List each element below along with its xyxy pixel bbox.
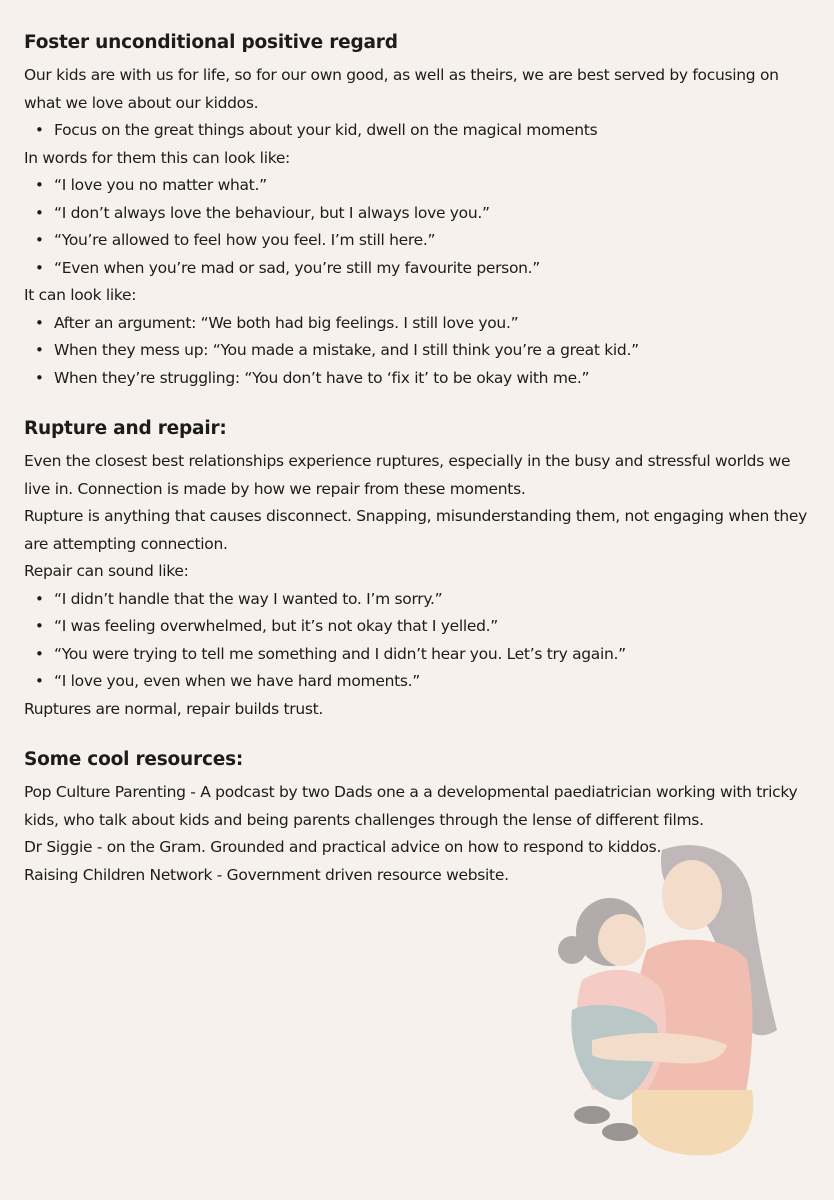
section-heading: Rupture and repair: xyxy=(24,418,227,439)
list-item: • After an argument: “We both had big feelings. I still love you.” xyxy=(54,310,820,338)
paragraph: Even the closest best relationships experience ruptures, especially in the busy and stressful worlds we live in. Connection is made by how we repair from these moments. xyxy=(24,452,791,498)
paragraph: Ruptures are normal, repair builds trust. xyxy=(24,699,324,718)
resource-item: Raising Children Network - Government driven resource website. xyxy=(24,865,509,884)
list-item: • Focus on the great things about your kid, dwell on the magical moments xyxy=(54,117,820,145)
list-item: • “I was feeling overwhelmed, but it’s not okay that I yelled.” xyxy=(54,613,820,641)
list-item: • “You were trying to tell me something and I didn’t hear you. Let’s try again.” xyxy=(54,641,820,669)
list-item: • When they’re struggling: “You don’t have to ‘fix it’ to be okay with me.” xyxy=(54,365,820,393)
list-item: • “I don’t always love the behaviour, but I always love you.” xyxy=(54,200,820,228)
section-unconditional-regard xyxy=(24,30,820,392)
section-heading: Foster unconditional positive regard xyxy=(24,32,398,53)
paragraph: Our kids are with us for life, so for our own good, as well as theirs, we are best served by focusing on what we love about our kiddos. xyxy=(24,66,779,112)
bullet-list xyxy=(24,172,820,282)
resource-item: Pop Culture Parenting - A podcast by two Dads one a a developmental paediatrician working with tricky kids, who talk about kids and being parents challenges through the lense of different films. xyxy=(24,783,798,829)
list-item: • When they mess up: “You made a mistake, and I still think you’re a great kid.” xyxy=(54,337,820,365)
bullet-list xyxy=(24,310,820,393)
paragraph: In words for them this can look like: xyxy=(24,148,290,167)
section-rupture-repair xyxy=(24,416,820,723)
section-heading: Some cool resources: xyxy=(24,749,244,770)
list-item: • “Even when you’re mad or sad, you’re still my favourite person.” xyxy=(54,255,820,283)
resource-item: Dr Siggie - on the Gram. Grounded and practical advice on how to respond to kiddos. xyxy=(24,838,662,856)
list-item: • “I love you, even when we have hard moments.” xyxy=(54,668,820,696)
paragraph: Repair can sound like: xyxy=(24,562,189,580)
bullet-list xyxy=(24,117,820,145)
bullet-list xyxy=(24,586,820,696)
document-page xyxy=(24,30,820,913)
paragraph: It can look like: xyxy=(24,286,137,304)
paragraph: Rupture is anything that causes disconnect. Snapping, misunderstanding them, not engaging when they are attempting connection. xyxy=(24,507,808,553)
list-item: • “You’re allowed to feel how you feel. I’m still here.” xyxy=(54,227,820,255)
list-item: • “I didn’t handle that the way I wanted to. I’m sorry.” xyxy=(54,586,820,614)
section-resources xyxy=(24,747,820,889)
list-item: • “I love you no matter what.” xyxy=(54,172,820,200)
